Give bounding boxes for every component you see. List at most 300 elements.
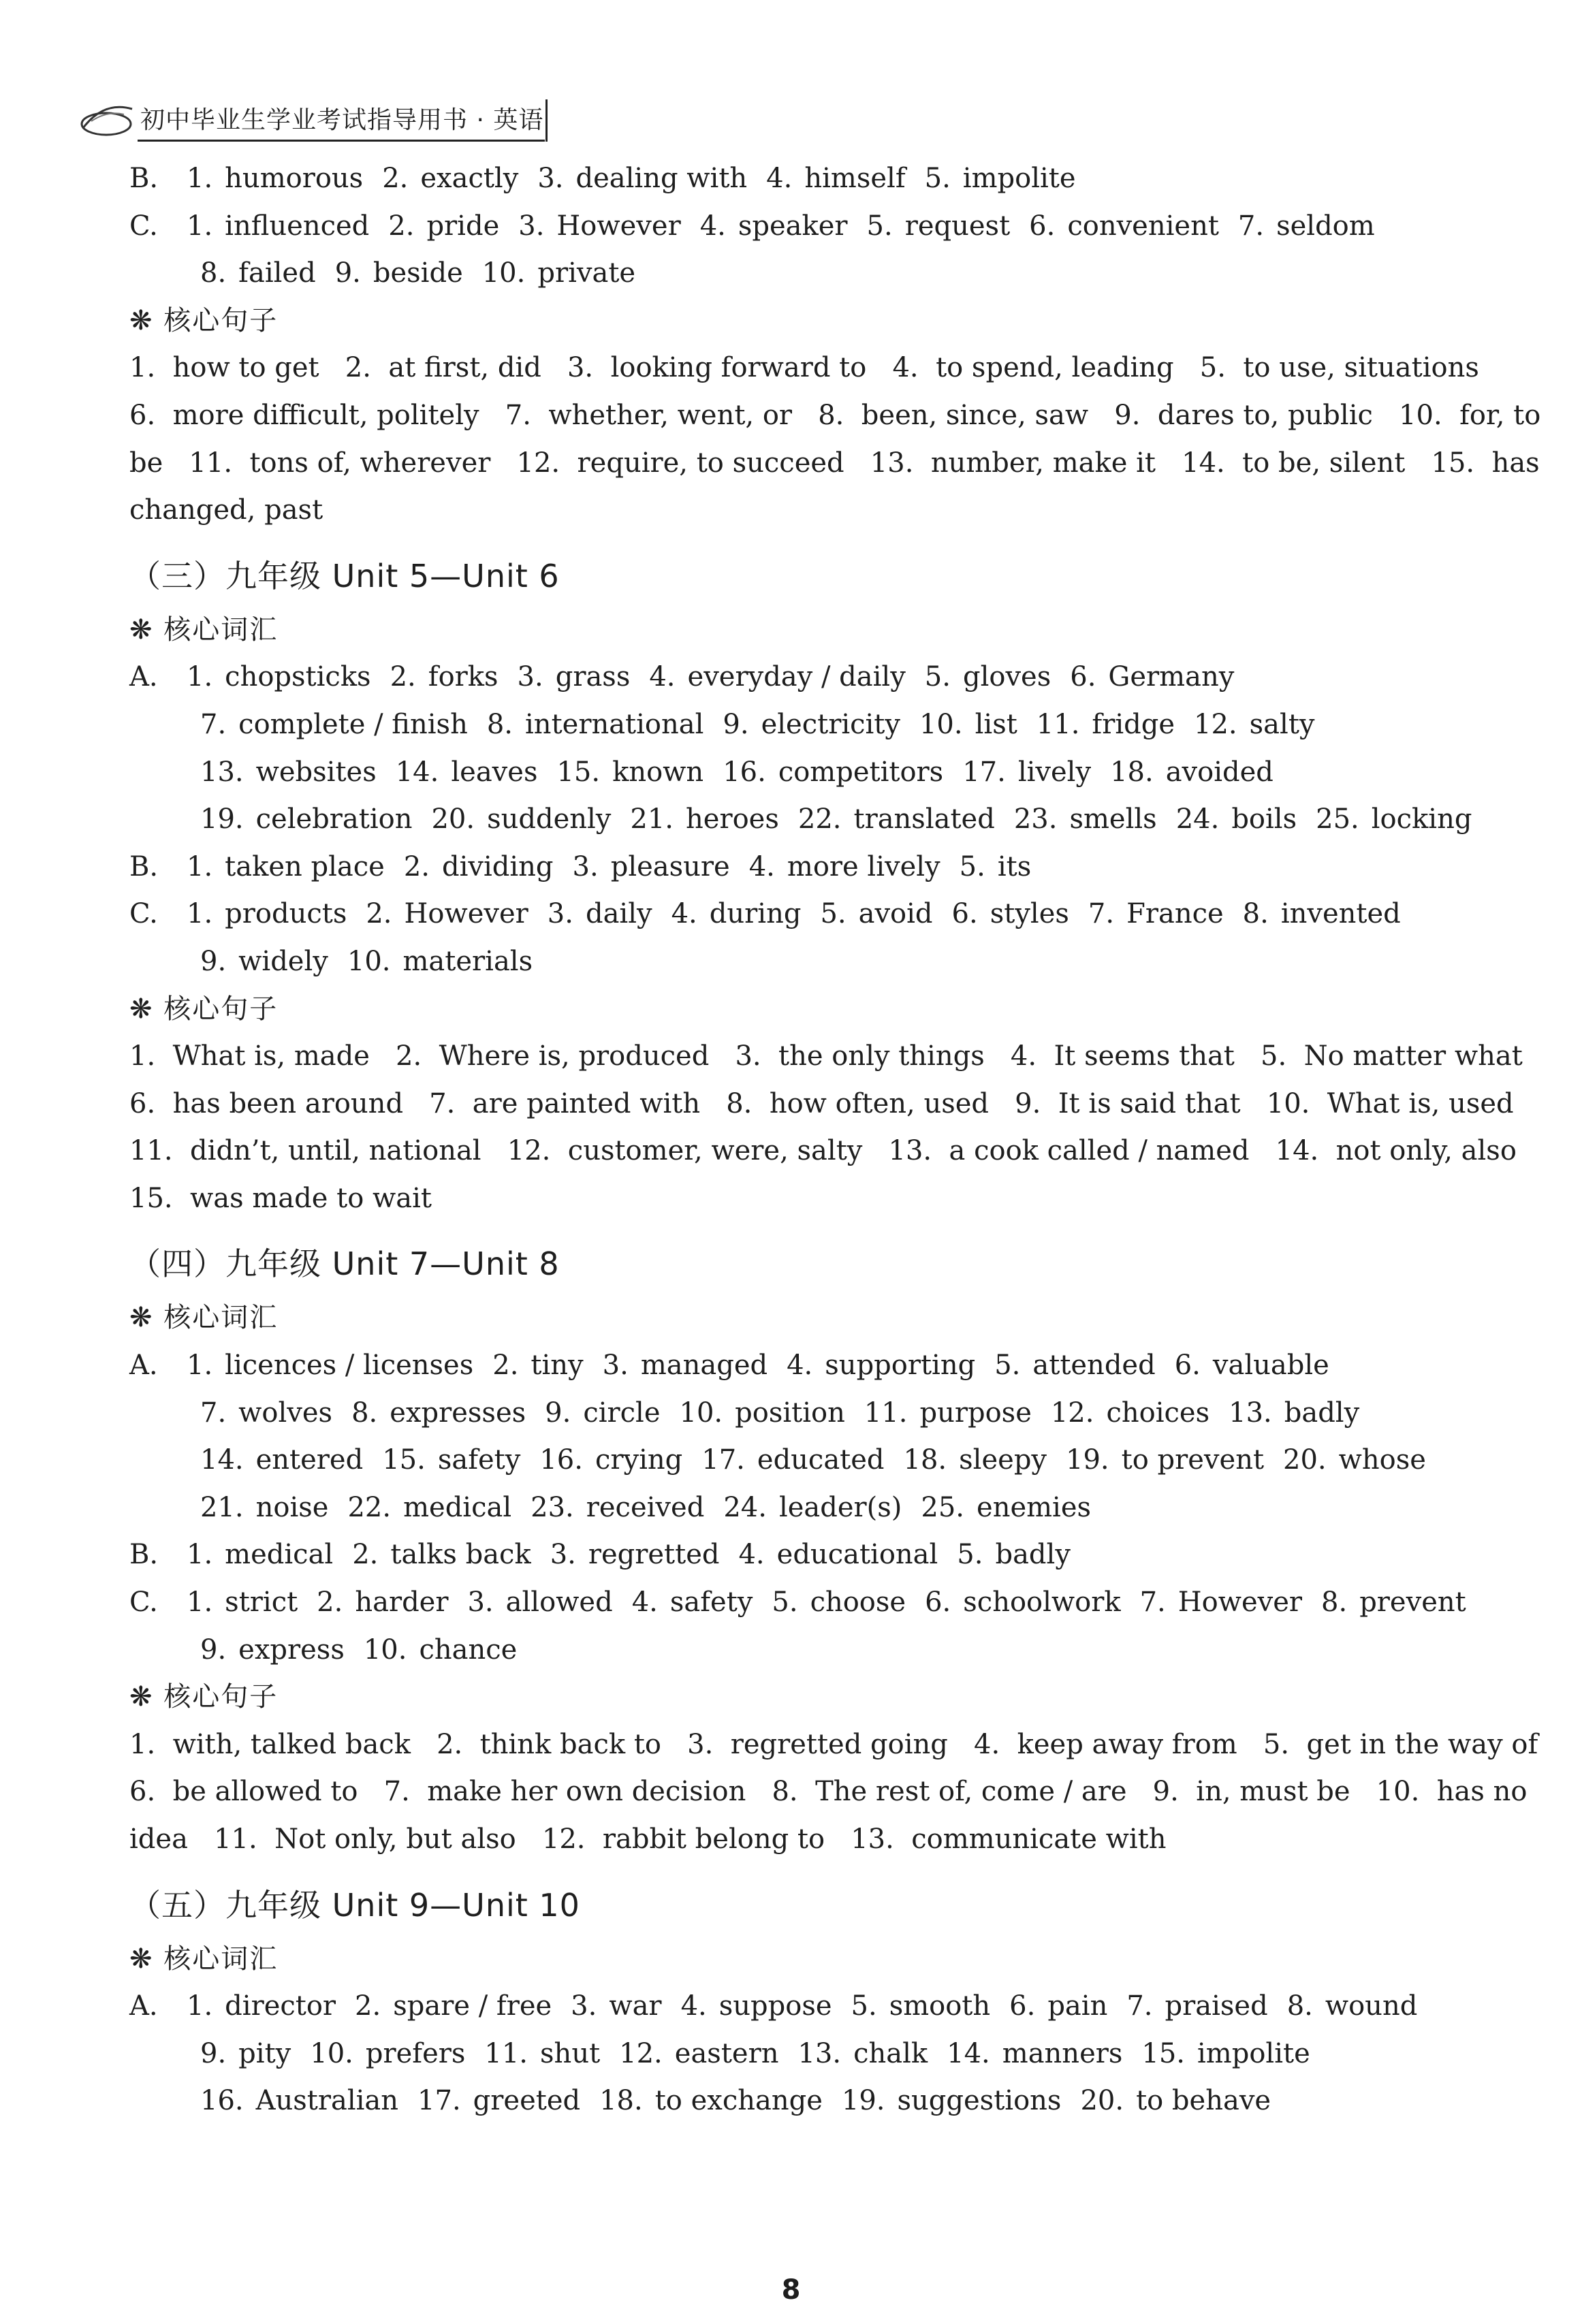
item-answer: heroes: [686, 803, 779, 835]
item-answer: medical: [403, 1491, 512, 1523]
item-number: 7.: [1139, 1587, 1166, 1619]
answer-item: [347, 1492, 511, 1523]
item-answer: spare / free: [393, 1990, 552, 2022]
answer-item: [772, 1587, 906, 1618]
item-answer: avoid: [858, 898, 933, 930]
answer-item: [1066, 1444, 1264, 1476]
answer-item: [925, 1587, 1121, 1618]
item-number: 4.: [748, 850, 775, 882]
answer-item: [200, 257, 316, 289]
item-number: 14.: [395, 756, 439, 788]
item-answer: lively: [1017, 756, 1092, 788]
answer-item: [925, 163, 1076, 194]
item-number: 7.: [1237, 210, 1265, 242]
item-answer: received: [586, 1491, 705, 1523]
answer-item: [487, 709, 704, 740]
item-number: 8.: [486, 708, 513, 740]
item-number: 6.: [1029, 210, 1056, 242]
item-number: 20.: [1080, 2085, 1124, 2117]
subsection-heading: ❋ 核心词汇: [129, 1302, 279, 1334]
item-number: 17.: [701, 1444, 745, 1476]
answer-item: [957, 1539, 1071, 1570]
item-answer: entered: [255, 1444, 364, 1476]
answer-item: [798, 803, 995, 835]
item-number: 5.: [994, 1350, 1021, 1382]
item-answer: speaker: [738, 210, 848, 242]
item-answer: to prevent: [1121, 1444, 1265, 1476]
answer-item: [200, 803, 412, 835]
answer-row-continued: [129, 2078, 1485, 2125]
item-number: 5.: [959, 850, 985, 882]
answer-item: [200, 1634, 345, 1666]
item-number: 5.: [851, 1990, 877, 2022]
answer-item: [200, 946, 328, 977]
answer-item: [200, 1492, 328, 1523]
item-answer: seldom: [1276, 210, 1375, 242]
item-answer: taken place: [225, 850, 385, 882]
item-answer: prefers: [365, 2037, 466, 2069]
item-answer: suppose: [718, 1990, 832, 2022]
answer-item: [619, 2038, 778, 2069]
item-number: 1.: [187, 1990, 213, 2022]
answer-item: [1140, 1587, 1302, 1618]
item-answer: shut: [540, 2037, 601, 2069]
item-answer: electricity: [761, 708, 900, 740]
answer-item: [467, 1587, 612, 1618]
item-number: 20.: [431, 803, 475, 835]
answer-item: [388, 210, 499, 242]
item-number: 1.: [187, 1350, 213, 1382]
item-answer: failed: [238, 257, 316, 289]
item-number: 9.: [200, 1634, 227, 1666]
answer-item: [187, 851, 385, 882]
item-number: 6.: [925, 1587, 951, 1619]
header-divider: [545, 99, 548, 142]
answer-item: [1141, 2038, 1310, 2069]
item-answer: crying: [595, 1444, 683, 1476]
item-number: 2.: [355, 1990, 381, 2022]
answer-item: [1070, 661, 1234, 693]
answer-item: [492, 1350, 583, 1381]
answer-item: [548, 898, 652, 929]
answer-item: [738, 1539, 938, 1570]
item-answer: suddenly: [487, 803, 612, 835]
item-number: 7.: [200, 1397, 227, 1429]
sentence-answers-line: 1. What is, made 2. Where is, produced 3. the only things 4. It seems that 5. No matter what: [129, 1040, 1523, 1072]
sentence-answers-line: 6. be allowed to 7. make her own decision 8. The rest of, come / are 9. in, must be 10. has no: [129, 1776, 1528, 1808]
answer-item: [1080, 2085, 1271, 2116]
answer-item: [1243, 898, 1401, 929]
answer-item: [1029, 210, 1219, 242]
answer-item: [925, 661, 1051, 693]
item-number: 14.: [947, 2037, 990, 2069]
item-answer: humorous: [225, 163, 364, 194]
sentence-answers-line: 1. with, talked back 2. think back to 3. regretted going 4. keep away from 5. get in the way of: [129, 1728, 1538, 1760]
item-number: 2.: [390, 661, 416, 693]
item-number: 13.: [1229, 1397, 1272, 1429]
item-answer: noise: [255, 1491, 329, 1523]
item-answer: However: [556, 210, 681, 242]
answer-item: [723, 757, 943, 788]
answer-item: [603, 1350, 768, 1381]
item-answer: schoolwork: [963, 1587, 1121, 1619]
answer-item: [904, 1444, 1047, 1476]
item-number: 1.: [187, 1539, 213, 1571]
item-answer: invented: [1280, 898, 1401, 930]
answer-row: [129, 1531, 1485, 1579]
item-number: 10.: [481, 257, 526, 289]
answer-item: [200, 709, 468, 740]
item-answer: greeted: [473, 2085, 581, 2117]
subsection-heading: ❋ 核心句子: [129, 1681, 279, 1713]
item-number: 11.: [1036, 708, 1080, 740]
page-number: 8: [781, 2274, 801, 2306]
item-number: 4.: [671, 898, 697, 930]
answer-item: [1176, 803, 1297, 835]
item-number: 5.: [924, 661, 951, 693]
answer-item: [962, 757, 1091, 788]
item-answer: managed: [640, 1350, 768, 1382]
sentence-answers-line: 1. how to get 2. at first, did 3. looking forward to 4. to spend, leading 5. to use, situations: [129, 352, 1479, 384]
item-answer: celebration: [255, 803, 413, 835]
item-answer: praised: [1165, 1990, 1268, 2022]
item-number: 14.: [200, 1444, 244, 1476]
answer-row: [129, 1983, 1485, 2031]
item-answer: regretted: [588, 1539, 720, 1571]
section-label: B.: [129, 850, 159, 882]
item-answer: everyday / daily: [687, 661, 906, 693]
answer-item: [571, 1990, 661, 2022]
item-answer: grass: [555, 661, 631, 693]
subsection-heading: ❋ 核心词汇: [129, 1943, 279, 1975]
item-answer: harder: [355, 1587, 449, 1619]
item-answer: forks: [428, 661, 499, 693]
item-answer: smooth: [889, 1990, 991, 2022]
item-answer: smells: [1069, 803, 1157, 835]
answer-item: [352, 1539, 531, 1570]
item-number: 7.: [200, 708, 227, 740]
answer-item: [723, 709, 900, 740]
item-number: 3.: [467, 1587, 494, 1619]
answer-item: [1283, 1444, 1426, 1476]
answer-item: [310, 2038, 465, 2069]
answer-item: [518, 210, 680, 242]
answer-item: [864, 1397, 1032, 1429]
item-number: 15.: [556, 756, 601, 788]
item-number: 9.: [723, 708, 749, 740]
answer-item: [1014, 803, 1157, 835]
item-number: 3.: [517, 661, 543, 693]
section-label: B.: [129, 163, 159, 194]
item-answer: styles: [990, 898, 1069, 930]
answer-item: [680, 1397, 845, 1429]
subsection-heading: ❋ 核心句子: [129, 304, 279, 336]
item-number: 13.: [797, 2037, 842, 2069]
item-answer: attended: [1032, 1350, 1156, 1382]
answer-item: [1088, 898, 1224, 929]
item-number: 9.: [545, 1397, 571, 1429]
answer-item: [484, 2038, 600, 2069]
answer-item: [921, 1492, 1091, 1523]
item-answer: boils: [1231, 803, 1297, 835]
answer-row-continued: [129, 250, 1485, 298]
answer-row-continued: [129, 796, 1485, 844]
item-number: 22.: [347, 1491, 392, 1523]
item-number: 2.: [492, 1350, 519, 1382]
sentence-answers-line: 15. was made to wait: [129, 1182, 432, 1214]
item-number: 8.: [1286, 1990, 1313, 2022]
item-answer: to behave: [1136, 2085, 1271, 2117]
item-number: 6.: [1009, 1990, 1036, 2022]
item-number: 10.: [363, 1634, 407, 1666]
item-answer: allowed: [505, 1587, 613, 1619]
item-answer: products: [225, 898, 347, 930]
item-number: 2.: [382, 163, 409, 194]
sentence-answers-line: idea 11. Not only, but also 12. rabbit belong to 13. communicate with: [129, 1824, 1167, 1855]
item-number: 11.: [864, 1397, 908, 1429]
item-answer: impolite: [1197, 2037, 1310, 2069]
item-answer: pain: [1047, 1990, 1108, 2022]
item-number: 12.: [1050, 1397, 1094, 1429]
item-number: 21.: [630, 803, 674, 835]
item-number: 18.: [599, 2085, 643, 2117]
answer-item: [317, 1587, 448, 1618]
answer-item: [701, 1444, 884, 1476]
item-number: 5.: [957, 1539, 983, 1571]
item-answer: educated: [757, 1444, 885, 1476]
item-answer: badly: [995, 1539, 1071, 1571]
item-answer: France: [1126, 898, 1224, 930]
item-number: 9.: [334, 257, 361, 289]
item-answer: more lively: [787, 850, 940, 882]
header-rule: [138, 140, 545, 142]
answer-item: [364, 1634, 517, 1666]
item-answer: war: [609, 1990, 662, 2022]
item-number: 12.: [619, 2037, 663, 2069]
item-number: 1.: [187, 210, 213, 242]
answer-item: [1287, 1990, 1418, 2022]
item-number: 24.: [1175, 803, 1220, 835]
answer-item: [1321, 1587, 1466, 1618]
answer-item: [366, 898, 528, 929]
item-number: 1.: [187, 163, 213, 194]
header-title: 初中毕业生学业考试指导用书 · 英语: [140, 106, 544, 134]
answer-row: [129, 844, 1485, 891]
item-number: 19.: [200, 803, 244, 835]
item-answer: daily: [585, 898, 652, 930]
answer-item: [919, 709, 1017, 740]
item-number: 3.: [518, 210, 545, 242]
item-number: 1.: [187, 850, 213, 882]
item-answer: translated: [853, 803, 995, 835]
item-number: 25.: [1316, 803, 1359, 835]
item-number: 3.: [547, 898, 573, 930]
item-answer: safety: [669, 1587, 753, 1619]
item-answer: impolite: [962, 163, 1076, 194]
answer-item: [766, 163, 905, 194]
item-number: 4.: [738, 1539, 765, 1571]
item-answer: sleepy: [959, 1444, 1047, 1476]
item-number: 17.: [417, 2085, 461, 2117]
answer-row: [129, 891, 1485, 938]
item-answer: pride: [426, 210, 500, 242]
item-number: 9.: [200, 945, 227, 977]
answer-item: [867, 210, 1011, 242]
item-number: 6.: [1174, 1350, 1201, 1382]
answer-item: [842, 2085, 1062, 2116]
sentence-answers-line: changed, past: [129, 494, 323, 526]
answer-row: [129, 1342, 1485, 1390]
item-number: 2.: [352, 1539, 379, 1571]
item-answer: prevent: [1359, 1587, 1466, 1619]
answer-item: [1238, 210, 1375, 242]
answer-item: [187, 1539, 333, 1570]
answer-item: [187, 163, 363, 194]
item-answer: leaves: [451, 756, 538, 788]
section-label: C.: [129, 898, 158, 930]
item-number: 12.: [1194, 708, 1237, 740]
item-answer: strict: [225, 1587, 298, 1619]
item-answer: dividing: [441, 850, 554, 882]
item-answer: choices: [1106, 1397, 1210, 1429]
item-number: 8.: [200, 257, 227, 289]
item-number: 3.: [550, 1539, 576, 1571]
item-number: 25.: [921, 1491, 965, 1523]
item-number: 24.: [723, 1491, 767, 1523]
answer-row: [129, 654, 1485, 701]
item-answer: expresses: [390, 1397, 526, 1429]
item-answer: licences / licenses: [225, 1350, 474, 1382]
sentence-answers-line: be 11. tons of, wherever 12. require, to succeed 13. number, make it 14. to be, silent 15. has: [129, 447, 1540, 479]
answer-item: [537, 163, 747, 194]
item-number: 16.: [200, 2085, 244, 2117]
item-number: 5.: [820, 898, 847, 930]
item-number: 2.: [366, 898, 392, 930]
answer-row: [129, 1579, 1485, 1627]
answer-item: [573, 851, 730, 882]
answer-item: [1126, 1990, 1267, 2022]
item-number: 7.: [1088, 898, 1115, 930]
answer-row-continued: [129, 1390, 1485, 1437]
answer-item: [599, 2085, 823, 2116]
item-answer: materials: [402, 945, 533, 977]
answer-item: [1110, 757, 1273, 788]
answer-item: [1009, 1990, 1107, 2022]
section-label: B.: [129, 1539, 159, 1571]
item-number: 13.: [200, 756, 244, 788]
item-answer: tiny: [531, 1350, 584, 1382]
section-label: A.: [129, 1990, 158, 2022]
answer-item: [200, 1444, 363, 1476]
answer-item: [851, 1990, 991, 2022]
item-answer: chopsticks: [225, 661, 371, 693]
answer-item: [518, 661, 631, 693]
answer-row-continued: [129, 749, 1485, 797]
item-number: 6.: [951, 898, 978, 930]
answer-item: [347, 946, 533, 977]
answer-row-continued: [129, 1484, 1485, 1532]
item-answer: to exchange: [654, 2085, 823, 2117]
section-heading: （三）九年级 Unit 5—Unit 6: [129, 557, 560, 594]
item-answer: convenient: [1067, 210, 1219, 242]
item-answer: international: [525, 708, 704, 740]
item-answer: circle: [583, 1397, 661, 1429]
section-label: A.: [129, 661, 158, 693]
answer-item: [630, 803, 778, 835]
answer-item: [187, 210, 369, 242]
item-answer: wolves: [238, 1397, 333, 1429]
answer-item: [200, 1397, 332, 1429]
answer-item: [671, 898, 802, 929]
item-answer: pleasure: [610, 850, 730, 882]
answer-item: [382, 163, 518, 194]
item-number: 3.: [602, 1350, 629, 1382]
item-number: 4.: [631, 1587, 658, 1619]
item-answer: position: [735, 1397, 845, 1429]
answer-item: [187, 1350, 473, 1381]
answer-item: [531, 1492, 704, 1523]
item-answer: dealing with: [575, 163, 748, 194]
answer-row-continued: [129, 1437, 1485, 1484]
item-number: 5.: [772, 1587, 798, 1619]
item-answer: educational: [776, 1539, 938, 1571]
item-answer: himself: [804, 163, 906, 194]
answer-content: [129, 155, 1541, 2125]
item-answer: Germany: [1108, 661, 1235, 693]
item-number: 3.: [537, 163, 564, 194]
item-number: 1.: [187, 898, 213, 930]
answer-item: [187, 898, 347, 929]
item-number: 15.: [382, 1444, 426, 1476]
section-label: A.: [129, 1350, 158, 1382]
item-number: 10.: [919, 708, 963, 740]
item-number: 23.: [531, 1491, 574, 1523]
item-answer: valuable: [1212, 1350, 1329, 1382]
answer-item: [952, 898, 1069, 929]
page-header: [76, 94, 543, 142]
item-number: 10.: [347, 945, 391, 977]
item-number: 3.: [571, 1990, 597, 2022]
answer-item: [1316, 803, 1472, 835]
item-number: 5.: [924, 163, 951, 194]
answer-item: [187, 661, 371, 693]
item-answer: However: [404, 898, 528, 930]
item-number: 16.: [723, 756, 766, 788]
answer-item: [355, 1990, 552, 2022]
item-number: 1.: [187, 1587, 213, 1619]
item-answer: list: [975, 708, 1017, 740]
item-answer: talks back: [390, 1539, 531, 1571]
answer-row-continued: [129, 2031, 1485, 2078]
item-number: 16.: [539, 1444, 583, 1476]
subsection-heading: ❋ 核心词汇: [129, 614, 279, 646]
answer-row-continued: [129, 1627, 1485, 1674]
item-number: 2.: [388, 210, 415, 242]
item-answer: choose: [810, 1587, 906, 1619]
answer-item: [482, 257, 635, 289]
item-number: 4.: [680, 1990, 707, 2022]
item-answer: Australian: [255, 2085, 399, 2117]
answer-item: [649, 661, 905, 693]
item-number: 1.: [187, 661, 213, 693]
item-answer: fridge: [1092, 708, 1175, 740]
item-number: 11.: [484, 2037, 528, 2069]
answer-item: [396, 757, 538, 788]
answer-item: [382, 1444, 520, 1476]
answer-row: [129, 203, 1485, 251]
subsection-heading: ❋ 核心句子: [129, 993, 279, 1025]
item-number: 8.: [1242, 898, 1269, 930]
